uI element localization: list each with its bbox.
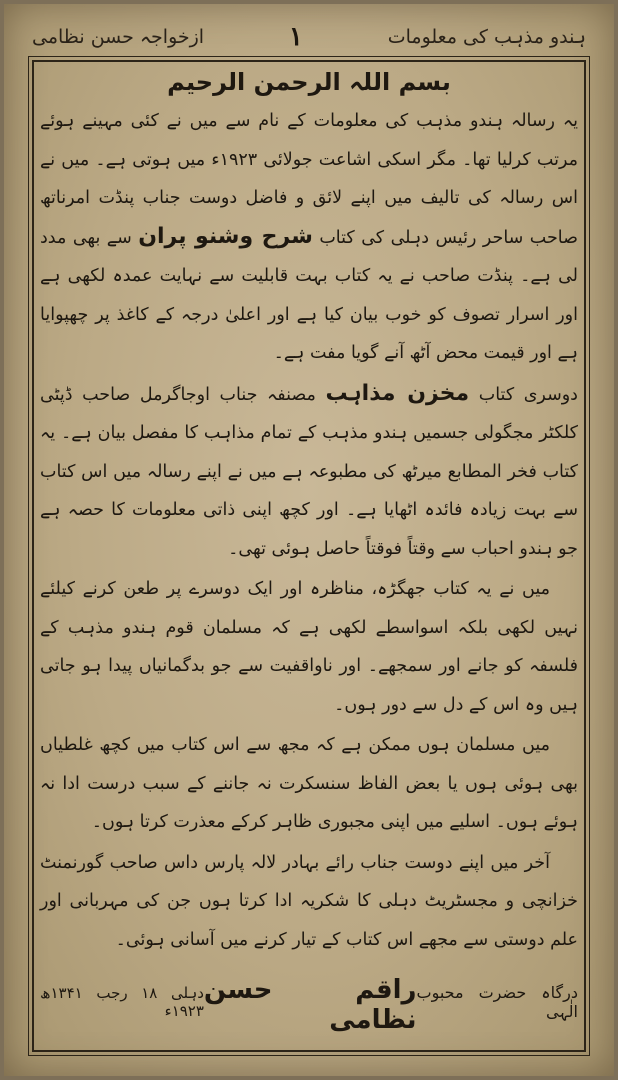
page-header [32, 18, 586, 56]
book-running-title: ہندو مذہب کی معلومات [387, 26, 586, 48]
signature-name: راقم حسن نظامی [203, 975, 417, 1035]
paragraph-2 [40, 375, 578, 569]
paragraph-1-text-a: یہ رسالہ ہندو مذہب کی معلومات کے نام سے میں نے کئی مہینے ہوئے مرتب کرلیا تھا۔ مگر اسکی اشاعت جولائی ۱۹۲۳ء میں ہوتی ہے۔ میں نے اس رسالہ کی تالیف میں اپنے لائق و فاضل دوست جناب پنڈت امرناتھ صاحب ساحر رئیس دہلی کی کتاب [40, 111, 579, 248]
paragraph-3: میں نے یہ کتاب جھگڑہ، مناظرہ اور ایک دوسرے پر طعن کرنے کیلئے نہیں لکھی بلکہ اسواسطے لکھی ہے کہ مسلمان قوم ہندو مذہب کے فلسفہ کو جانے اور سمجھے۔ اور ناواقفیت سے جو بدگمانیاں پیدا ہو جاتی ہیں وہ اس کے دل سے دور ہوں۔ [40, 579, 578, 715]
author-running-title: ازخواجہ حسن نظامی [32, 26, 205, 48]
signature-date: دہلی ۱۸ رجب ۱۳۴۱ھ ۱۹۲۳ء [40, 984, 204, 1020]
paragraph-2-text-a: دوسری کتاب [469, 384, 578, 405]
book-title-makhzan-mazahib: مخزن مذاہب [325, 380, 470, 406]
page-body [40, 66, 578, 1035]
paragraph-5: آخر میں اپنے دوست جناب رائے بہادر لالہ پارس داس صاحب گورنمنٹ خزانچی و مجسٹریٹ دہلی کا شکریہ ادا کرتا ہوں جن کی مہربانی اور علم دوستی سے مجھے اس کتاب کے تیار کرنے میں آسانی ہوئی۔ [40, 852, 578, 950]
bismillah-heading: بسم اللہ الرحمن الرحیم [167, 68, 451, 96]
signature-place: درگاہ حضرت محبوب الٰہی [416, 983, 578, 1021]
book-title-vishnu-puran: شرح وشنو پران [138, 223, 313, 249]
page-number: ۱ [288, 22, 303, 52]
paragraph-2-text-b: مصنفہ جناب اوجاگرمل صاحب ڈپٹی کلکٹر مجگولی جسمیں ہندو مذہب کے تمام مذاہب کا مفصل بیان ہے۔ یہ کتاب فخر المطابع میرٹھ کی مطبوعہ ہے میں نے اپنے رسالہ میں اس کتاب سے بہت زیادہ فائدہ اٹھایا ہے۔ اور کچھ اپنی ذاتی معلومات کا حصہ ہے جو ہندو احباب سے وقتاً فوقتاً حاصل ہوئی تھی۔ [40, 384, 578, 559]
signature-block [40, 975, 578, 1035]
paragraph-1-text-b: سے بھی مدد لی ہے۔ پنڈت صاحب نے یہ کتاب بہت قابلیت سے نہایت عمدہ لکھی ہے اور اسرار تصوف کو خوب بیان کیا ہے اور اعلیٰ درجہ کے کاغذ پر چھپوایا ہے اور قیمت محض آٹھ آنے گویا مفت ہے۔ [40, 227, 578, 363]
paragraph-4: میں مسلمان ہوں ممکن ہے کہ مجھ سے اس کتاب میں کچھ غلطیاں بھی ہوئی ہوں یا بعض الفاظ سنسکرت نہ جاننے کے سبب درست ادا نہ ہوئے ہوں۔ اسلیے میں اپنی مجبوری ظاہر کرکے معذرت کرتا ہوں۔ [40, 735, 578, 832]
paragraph-1 [40, 102, 578, 373]
